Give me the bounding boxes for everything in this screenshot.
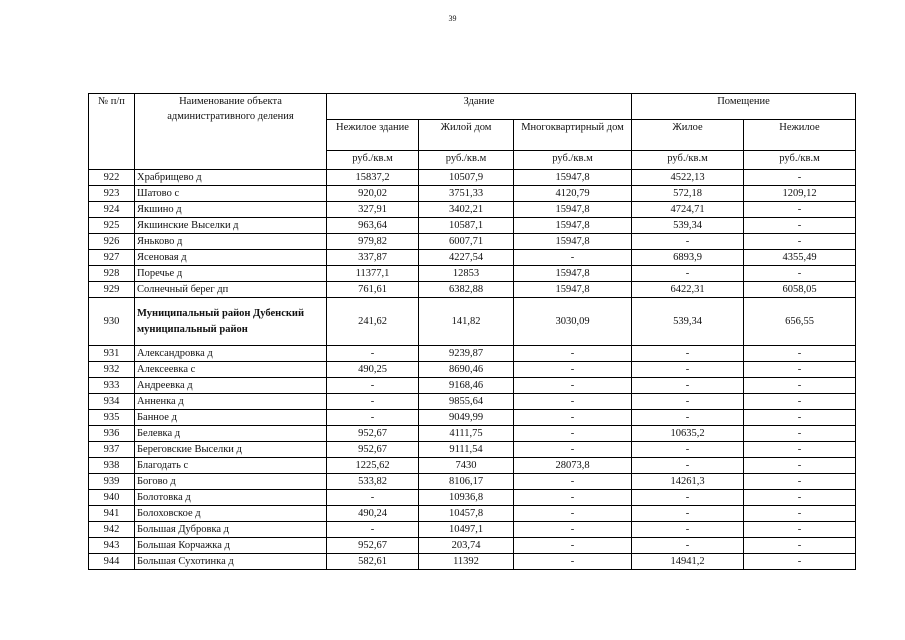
row-number: 927	[89, 250, 135, 266]
nonresidential-value: -	[744, 506, 856, 522]
row-number: 942	[89, 522, 135, 538]
row-name: Якшинские Выселки д	[135, 218, 327, 234]
row-name: Болотовка д	[135, 490, 327, 506]
nonresidential-value: -	[744, 346, 856, 362]
row-name: Яньково д	[135, 234, 327, 250]
nonres-building-value: 337,87	[327, 250, 419, 266]
house-value: 11392	[419, 554, 514, 570]
nonres-building-value: -	[327, 522, 419, 538]
apartment-building-value: -	[514, 506, 632, 522]
row-number: 922	[89, 170, 135, 186]
row-number: 933	[89, 378, 135, 394]
row-name: Благодать с	[135, 458, 327, 474]
apartment-building-value: 15947,8	[514, 218, 632, 234]
row-number: 926	[89, 234, 135, 250]
nonresidential-value: -	[744, 234, 856, 250]
row-number: 940	[89, 490, 135, 506]
table-row	[89, 506, 856, 522]
row-number: 924	[89, 202, 135, 218]
table-row	[89, 250, 856, 266]
table-row	[89, 266, 856, 282]
nonres-building-value: 11377,1	[327, 266, 419, 282]
nonresidential-value: -	[744, 394, 856, 410]
residential-value: -	[632, 490, 744, 506]
house-value: 3402,21	[419, 202, 514, 218]
nonres-building-value: 952,67	[327, 442, 419, 458]
table-row	[89, 394, 856, 410]
table-row	[89, 490, 856, 506]
row-name: Ясеновая д	[135, 250, 327, 266]
apartment-building-value: -	[514, 474, 632, 490]
nonresidential-value: -	[744, 266, 856, 282]
table-row	[89, 538, 856, 554]
nonresidential-value: -	[744, 378, 856, 394]
apartment-building-value: 15947,8	[514, 170, 632, 186]
nonres-building-value: 952,67	[327, 426, 419, 442]
nonres-building-value: 533,82	[327, 474, 419, 490]
row-number: 931	[89, 346, 135, 362]
house-value: 8690,46	[419, 362, 514, 378]
row-name: Алексеевка с	[135, 362, 327, 378]
apartment-building-value: -	[514, 554, 632, 570]
residential-value: -	[632, 442, 744, 458]
row-name: Шатово с	[135, 186, 327, 202]
row-name: Белевка д	[135, 426, 327, 442]
house-value: 10936,8	[419, 490, 514, 506]
apartment-building-value: 15947,8	[514, 266, 632, 282]
row-name: Большая Дубровка д	[135, 522, 327, 538]
nonres-building-value: 761,61	[327, 282, 419, 298]
house-value: 7430	[419, 458, 514, 474]
residential-value: -	[632, 346, 744, 362]
nonres-building-value: 582,61	[327, 554, 419, 570]
nonres-building-value: 490,24	[327, 506, 419, 522]
apartment-building-value: -	[514, 346, 632, 362]
row-number: 928	[89, 266, 135, 282]
nonresidential-value: -	[744, 538, 856, 554]
nonres-building-value: 15837,2	[327, 170, 419, 186]
residential-value: -	[632, 458, 744, 474]
nonres-building-value: 952,67	[327, 538, 419, 554]
row-number: 929	[89, 282, 135, 298]
nonresidential-value: 656,55	[744, 298, 856, 346]
residential-value: 6422,31	[632, 282, 744, 298]
table-row	[89, 218, 856, 234]
unit-label: руб./кв.м	[419, 151, 514, 170]
house-value: 9239,87	[419, 346, 514, 362]
apartment-building-value: -	[514, 442, 632, 458]
residential-value: 10635,2	[632, 426, 744, 442]
nonresidential-value: -	[744, 490, 856, 506]
row-name: Анненка д	[135, 394, 327, 410]
table-row	[89, 458, 856, 474]
row-number: 936	[89, 426, 135, 442]
row-name: Большая Корчажка д	[135, 538, 327, 554]
table-row	[89, 346, 856, 362]
row-name: Муниципальный район Дубенский муниципальный район	[135, 298, 327, 346]
residential-value: 4724,71	[632, 202, 744, 218]
house-value: 9168,46	[419, 378, 514, 394]
nonresidential-value: -	[744, 202, 856, 218]
row-number: 932	[89, 362, 135, 378]
table-row	[89, 410, 856, 426]
table-row	[89, 362, 856, 378]
header-apartment-building: Многоквартирный дом	[514, 120, 632, 151]
nonresidential-value: -	[744, 554, 856, 570]
residential-value: -	[632, 362, 744, 378]
page-number: 39	[448, 14, 457, 23]
house-value: 3751,33	[419, 186, 514, 202]
row-name: Болоховское д	[135, 506, 327, 522]
row-name: Банное д	[135, 410, 327, 426]
table-row	[89, 170, 856, 186]
row-name: Александровка д	[135, 346, 327, 362]
table-row	[89, 378, 856, 394]
residential-value: 14261,3	[632, 474, 744, 490]
residential-value: -	[632, 522, 744, 538]
row-name: Андреевка д	[135, 378, 327, 394]
apartment-building-value: -	[514, 410, 632, 426]
nonres-building-value: 327,91	[327, 202, 419, 218]
house-value: 4227,54	[419, 250, 514, 266]
nonres-building-value: 1225,62	[327, 458, 419, 474]
nonresidential-value: -	[744, 410, 856, 426]
house-value: 9111,54	[419, 442, 514, 458]
nonresidential-value: -	[744, 362, 856, 378]
unit-label: руб./кв.м	[632, 151, 744, 170]
house-value: 203,74	[419, 538, 514, 554]
house-value: 9855,64	[419, 394, 514, 410]
table-body	[89, 170, 856, 570]
house-value: 4111,75	[419, 426, 514, 442]
row-name: Береговские Выселки д	[135, 442, 327, 458]
residential-value: 539,34	[632, 298, 744, 346]
nonres-building-value: -	[327, 490, 419, 506]
table-row	[89, 298, 856, 346]
apartment-building-value: -	[514, 538, 632, 554]
row-name: Богово д	[135, 474, 327, 490]
nonres-building-value: -	[327, 410, 419, 426]
nonresidential-value: 4355,49	[744, 250, 856, 266]
house-value: 10587,1	[419, 218, 514, 234]
table-row	[89, 234, 856, 250]
residential-value: -	[632, 266, 744, 282]
house-value: 6382,88	[419, 282, 514, 298]
residential-value: 539,34	[632, 218, 744, 234]
row-number: 941	[89, 506, 135, 522]
apartment-building-value: -	[514, 378, 632, 394]
apartment-building-value: -	[514, 250, 632, 266]
nonresidential-value: -	[744, 474, 856, 490]
nonres-building-value: 920,02	[327, 186, 419, 202]
table-header	[89, 94, 856, 170]
row-number: 944	[89, 554, 135, 570]
row-number: 923	[89, 186, 135, 202]
apartment-building-value: 28073,8	[514, 458, 632, 474]
header-nonres-building: Нежилое здание	[327, 120, 419, 151]
row-number: 930	[89, 298, 135, 346]
house-value: 9049,99	[419, 410, 514, 426]
row-number: 935	[89, 410, 135, 426]
nonresidential-value: -	[744, 170, 856, 186]
residential-value: -	[632, 234, 744, 250]
price-table	[88, 93, 856, 570]
nonres-building-value: -	[327, 378, 419, 394]
table-row	[89, 554, 856, 570]
header-name: Наименование объекта административного деления	[135, 94, 327, 170]
nonres-building-value: -	[327, 346, 419, 362]
residential-value: 14941,2	[632, 554, 744, 570]
table-row	[89, 202, 856, 218]
nonres-building-value: 241,62	[327, 298, 419, 346]
nonresidential-value: 6058,05	[744, 282, 856, 298]
residential-value: -	[632, 378, 744, 394]
row-name: Храбрищево д	[135, 170, 327, 186]
header-building: Здание	[327, 94, 632, 120]
house-value: 6007,71	[419, 234, 514, 250]
table-row	[89, 426, 856, 442]
residential-value: 572,18	[632, 186, 744, 202]
row-name: Солнечный берег дп	[135, 282, 327, 298]
house-value: 141,82	[419, 298, 514, 346]
table-row	[89, 442, 856, 458]
residential-value: 4522,13	[632, 170, 744, 186]
residential-value: -	[632, 410, 744, 426]
nonres-building-value: -	[327, 394, 419, 410]
nonres-building-value: 979,82	[327, 234, 419, 250]
apartment-building-value: -	[514, 490, 632, 506]
row-number: 939	[89, 474, 135, 490]
nonresidential-value: -	[744, 426, 856, 442]
nonresidential-value: -	[744, 442, 856, 458]
house-value: 10507,9	[419, 170, 514, 186]
unit-label: руб./кв.м	[514, 151, 632, 170]
apartment-building-value: 4120,79	[514, 186, 632, 202]
row-name: Поречье д	[135, 266, 327, 282]
nonresidential-value: 1209,12	[744, 186, 856, 202]
nonresidential-value: -	[744, 522, 856, 538]
row-number: 943	[89, 538, 135, 554]
row-number: 934	[89, 394, 135, 410]
table-row	[89, 186, 856, 202]
house-value: 8106,17	[419, 474, 514, 490]
table-row	[89, 474, 856, 490]
unit-label: руб./кв.м	[744, 151, 856, 170]
house-value: 10497,1	[419, 522, 514, 538]
row-number: 925	[89, 218, 135, 234]
header-num: № п/п	[89, 94, 135, 170]
header-nonresidential: Нежилое	[744, 120, 856, 151]
header-premises: Помещение	[632, 94, 856, 120]
row-name: Якшино д	[135, 202, 327, 218]
residential-value: -	[632, 394, 744, 410]
nonres-building-value: 963,64	[327, 218, 419, 234]
unit-label: руб./кв.м	[327, 151, 419, 170]
row-number: 937	[89, 442, 135, 458]
apartment-building-value: 15947,8	[514, 282, 632, 298]
apartment-building-value: 15947,8	[514, 202, 632, 218]
house-value: 12853	[419, 266, 514, 282]
nonresidential-value: -	[744, 218, 856, 234]
row-number: 938	[89, 458, 135, 474]
table-row	[89, 282, 856, 298]
table-row	[89, 522, 856, 538]
header-house: Жилой дом	[419, 120, 514, 151]
apartment-building-value: -	[514, 394, 632, 410]
house-value: 10457,8	[419, 506, 514, 522]
apartment-building-value: 3030,09	[514, 298, 632, 346]
nonres-building-value: 490,25	[327, 362, 419, 378]
apartment-building-value: 15947,8	[514, 234, 632, 250]
row-name: Большая Сухотинка д	[135, 554, 327, 570]
apartment-building-value: -	[514, 362, 632, 378]
residential-value: -	[632, 538, 744, 554]
nonresidential-value: -	[744, 458, 856, 474]
residential-value: 6893,9	[632, 250, 744, 266]
residential-value: -	[632, 506, 744, 522]
apartment-building-value: -	[514, 426, 632, 442]
header-residential: Жилое	[632, 120, 744, 151]
apartment-building-value: -	[514, 522, 632, 538]
